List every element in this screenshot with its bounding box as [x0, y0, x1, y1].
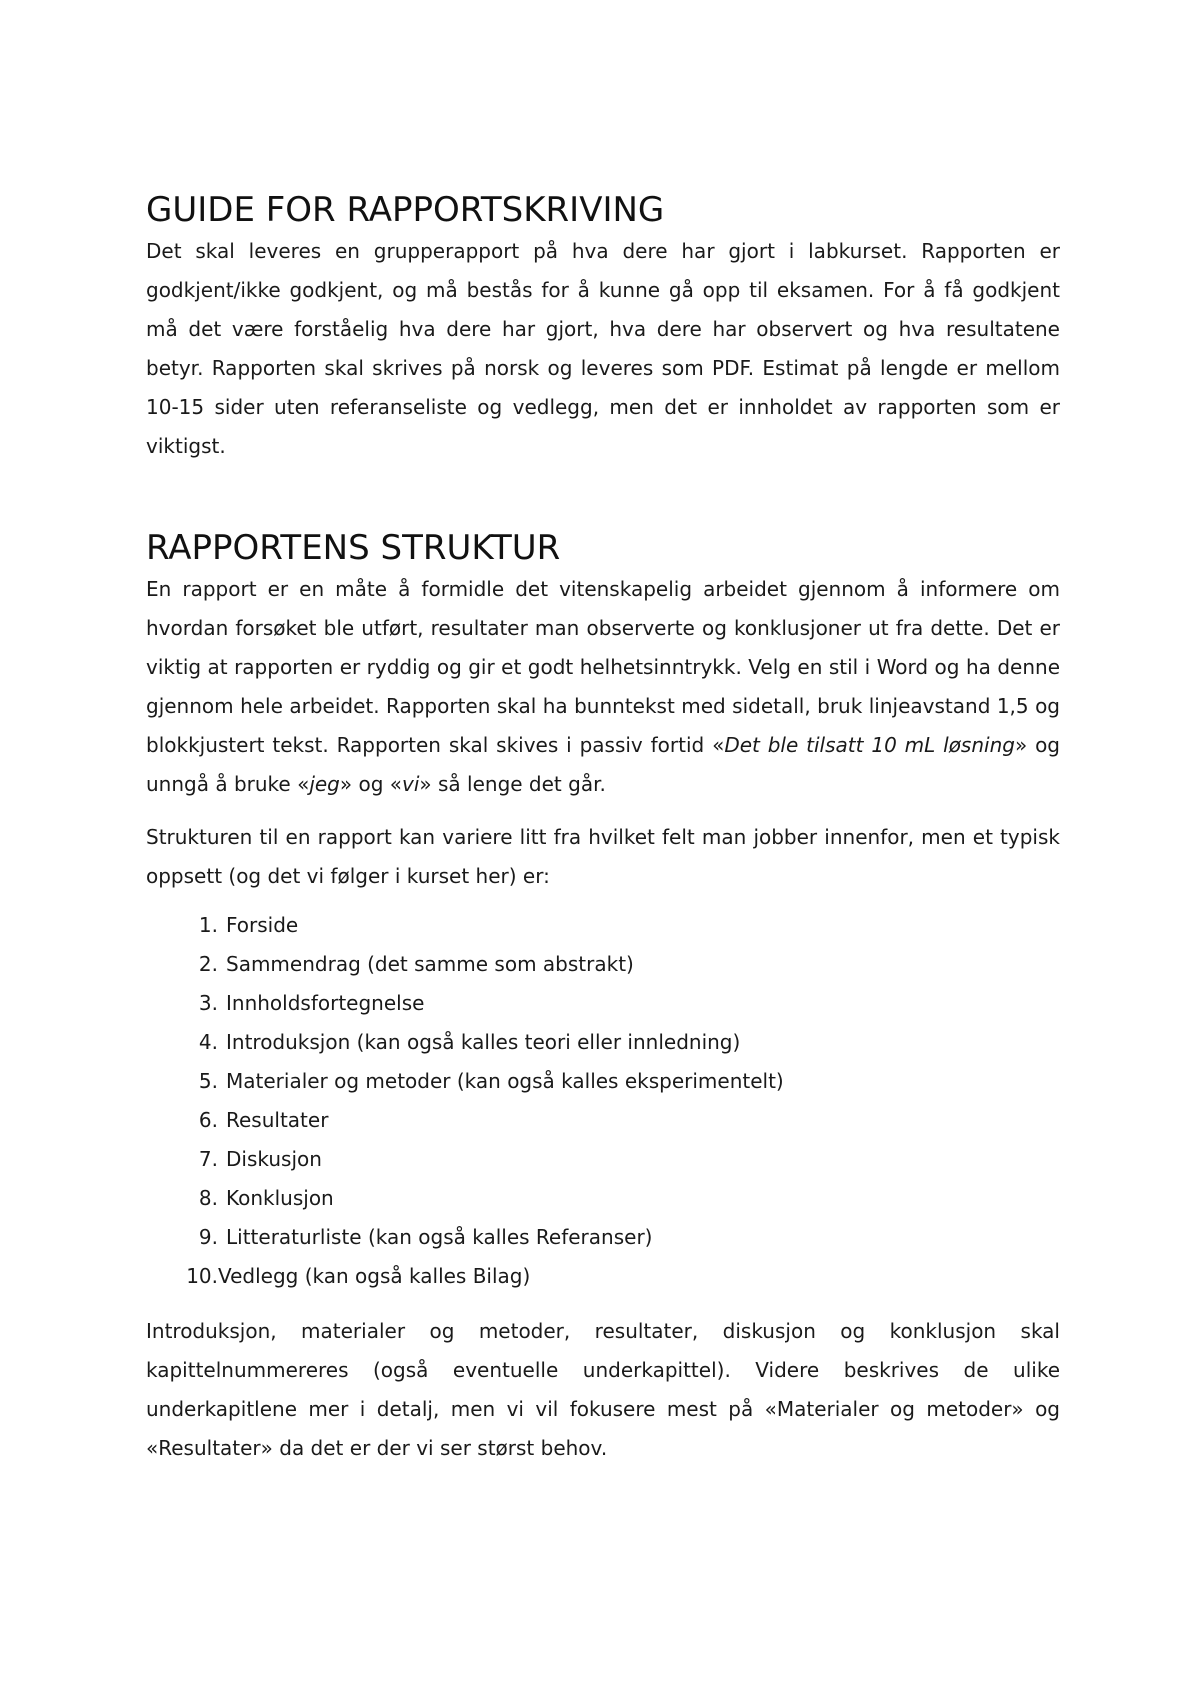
section-heading-structure: RAPPORTENS STRUKTUR	[146, 528, 561, 568]
list-item-number: 4.	[198, 1030, 218, 1054]
list-item-number: 3.	[198, 991, 218, 1015]
page-content	[146, 182, 1060, 1468]
list-item-label: Introduksjon (kan også kalles teori eller innledning)	[226, 1030, 741, 1054]
structure-text-b: » og unngå å bruke «	[146, 733, 1061, 796]
list-item	[146, 1218, 1060, 1257]
structure-text-a: En rapport er en måte å formidle det vitenskapelig arbeidet gjennom å informere om hvordan forsøket ble utført, resultater man observerte og konklusjoner ut fra dette. Det er viktig at rapporten er ryddig og gir et godt helhetsinntrykk. Velg en stil i Word og ha denne gjennom hele arbeidet. Rapporten skal ha bunntekst med sidetall, bruk linjeavstand 1,5 og blokkjustert tekst. Rapporten skal skives i passiv fortid «	[146, 577, 1060, 757]
list-item-number: 6.	[198, 1108, 218, 1132]
list-item-number: 5.	[198, 1069, 218, 1093]
list-item-number: 9.	[198, 1225, 218, 1249]
list-item-label: Litteraturliste (kan også kalles Referanser)	[226, 1225, 653, 1249]
list-item-label: Diskusjon	[226, 1147, 322, 1171]
structure-list	[146, 906, 1060, 1296]
structure-intro-paragraph: Strukturen til en rapport kan variere litt fra hvilket felt man jobber innenfor, men et typisk oppsett (og det vi følger i kurset her) er:	[146, 825, 1060, 888]
list-item-number: 1.	[198, 913, 218, 937]
list-item-label: Forside	[226, 913, 299, 937]
list-item-number: 10.	[186, 1264, 218, 1288]
list-item-label: Materialer og metoder (kan også kalles eksperimentelt)	[226, 1069, 784, 1093]
list-item-label: Resultater	[226, 1108, 329, 1132]
list-item-label: Konklusjon	[226, 1186, 334, 1210]
list-item	[146, 1140, 1060, 1179]
structure-text-c: » og «	[339, 772, 402, 796]
list-item	[146, 906, 1060, 945]
structure-paragraph	[146, 570, 1060, 804]
list-item-number: 7.	[198, 1147, 218, 1171]
list-item-number: 8.	[198, 1186, 218, 1210]
list-item	[146, 984, 1060, 1023]
list-item	[146, 945, 1060, 984]
structure-word-jeg: jeg	[309, 772, 340, 796]
structure-example-phrase: Det ble tilsatt 10 mL løsning	[724, 733, 1015, 757]
list-item	[146, 1257, 1060, 1296]
intro-paragraph: Det skal leveres en grupperapport på hva dere har gjort i labkurset. Rapporten er godkjent/ikke godkjent, og må bestås for å kunne gå opp til eksamen. For å få godkjent må det være forståelig hva dere har gjort, hva dere har observert og hva resultatene betyr. Rapporten skal skrives på norsk og leveres som PDF. Estimat på lengde er mellom 10-15 sider uten referanseliste og vedlegg, men det er innholdet av rapporten som er viktigst.	[146, 239, 1060, 458]
list-item	[146, 1023, 1060, 1062]
structure-text-d: » så lenge det går.	[419, 772, 606, 796]
structure-word-vi: vi	[402, 772, 420, 796]
section-heading-guide: GUIDE FOR RAPPORTSKRIVING	[146, 190, 665, 230]
list-item	[146, 1062, 1060, 1101]
list-item	[146, 1179, 1060, 1218]
list-item-number: 2.	[198, 952, 218, 976]
list-item-label: Vedlegg (kan også kalles Bilag)	[218, 1264, 531, 1288]
list-item	[146, 1101, 1060, 1140]
list-item-label: Innholdsfortegnelse	[226, 991, 425, 1015]
closing-paragraph: Introduksjon, materialer og metoder, resultater, diskusjon og konklusjon skal kapittelnummereres (også eventuelle underkapittel). Videre beskrives de ulike underkapitlene mer i detalj, men vi vil fokusere mest på «Materialer og metoder» og «Resultater» da det er der vi ser størst behov.	[146, 1319, 1060, 1460]
list-item-label: Sammendrag (det samme som abstrakt)	[226, 952, 634, 976]
